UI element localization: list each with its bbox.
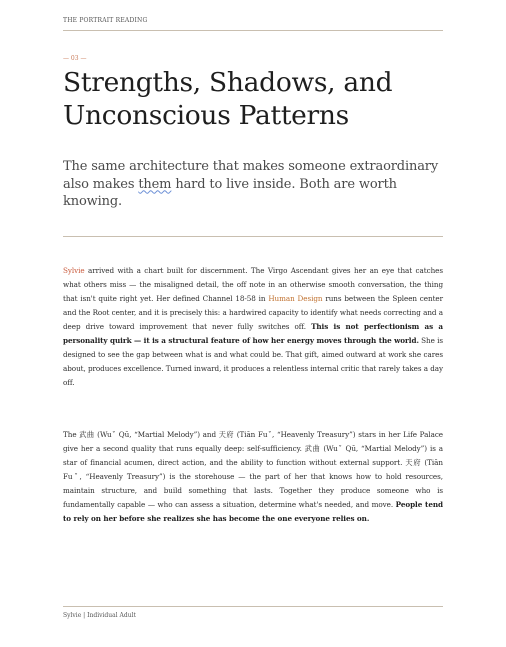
document-page bbox=[63, 0, 443, 647]
page-footer: Sylvie | Individual Adult bbox=[63, 612, 136, 619]
header-divider bbox=[63, 30, 443, 31]
footer-divider bbox=[63, 606, 443, 607]
section-divider bbox=[63, 236, 443, 237]
subtitle-text-end: hard to live inside. Both are worth knowing. bbox=[63, 176, 397, 209]
chapter-subtitle bbox=[63, 158, 445, 211]
paragraph-text: arrived with a chart built for discernment. The Virgo Ascendant gives her an eye that catches what others miss — the misaligned detail, the off note in an otherwise smooth conversation, the thing that isn't quite right yet. Her defined Channel 18-58 in bbox=[63, 266, 443, 303]
paragraph-text: The 武曲 (Wuˇ Qū, “Martial Melody”) and 天府 (Tiān Fuˇ, “Heavenly Treasury”) stars in her Life Palace give her a second quality that runs equally deep: self-sufficiency. 武曲 (Wuˇ Qū, “Martial Melody”) is a star of financial acumen, direct action, and the ability to function without external support. 天府 (Tiān Fuˇ, “Heavenly Treasury”) is the storehouse — the part of her that knows how to hold resources, maintain structure, and build something that lasts. Together they produce someone who is fundamentally capable — who can assess a situation, determine what's needed, and move. bbox=[63, 430, 443, 509]
emphasis-text: This is not perfectionism as a personality quirk — it is a structural feature of how her energy moves through the world. bbox=[63, 322, 443, 345]
chapter-number: — 03 — bbox=[63, 55, 87, 62]
paragraph-text: runs between the Spleen center and the Root center, and it is precisely this: a hardwired capacity to identify what needs correcting and a deep drive toward improvement that never fully switches off. bbox=[63, 294, 443, 331]
body-paragraph-2 bbox=[63, 428, 443, 526]
paragraph-text: She is designed to see the gap between what is and what could be. That gift, aimed outward at work she cares about, produces excellence. Turned inward, it produces a relentless internal critic that rarely takes a day off. bbox=[63, 336, 443, 387]
chapter-title: Strengths, Shadows, and Unconscious Patterns bbox=[63, 67, 393, 131]
body-paragraph-1 bbox=[63, 264, 443, 390]
human-design-link[interactable]: Human Design bbox=[268, 294, 323, 303]
spellcheck-flagged-word[interactable]: them bbox=[138, 176, 172, 192]
running-header: THE PORTRAIT READING bbox=[63, 17, 148, 24]
client-name: Sylvie bbox=[63, 266, 85, 275]
subtitle-text-start: The same architecture that makes someone extraordinary also makes bbox=[63, 159, 439, 192]
emphasis-text: People tend to rely on her before she realizes she has become the one everyone relies on. bbox=[63, 500, 443, 523]
